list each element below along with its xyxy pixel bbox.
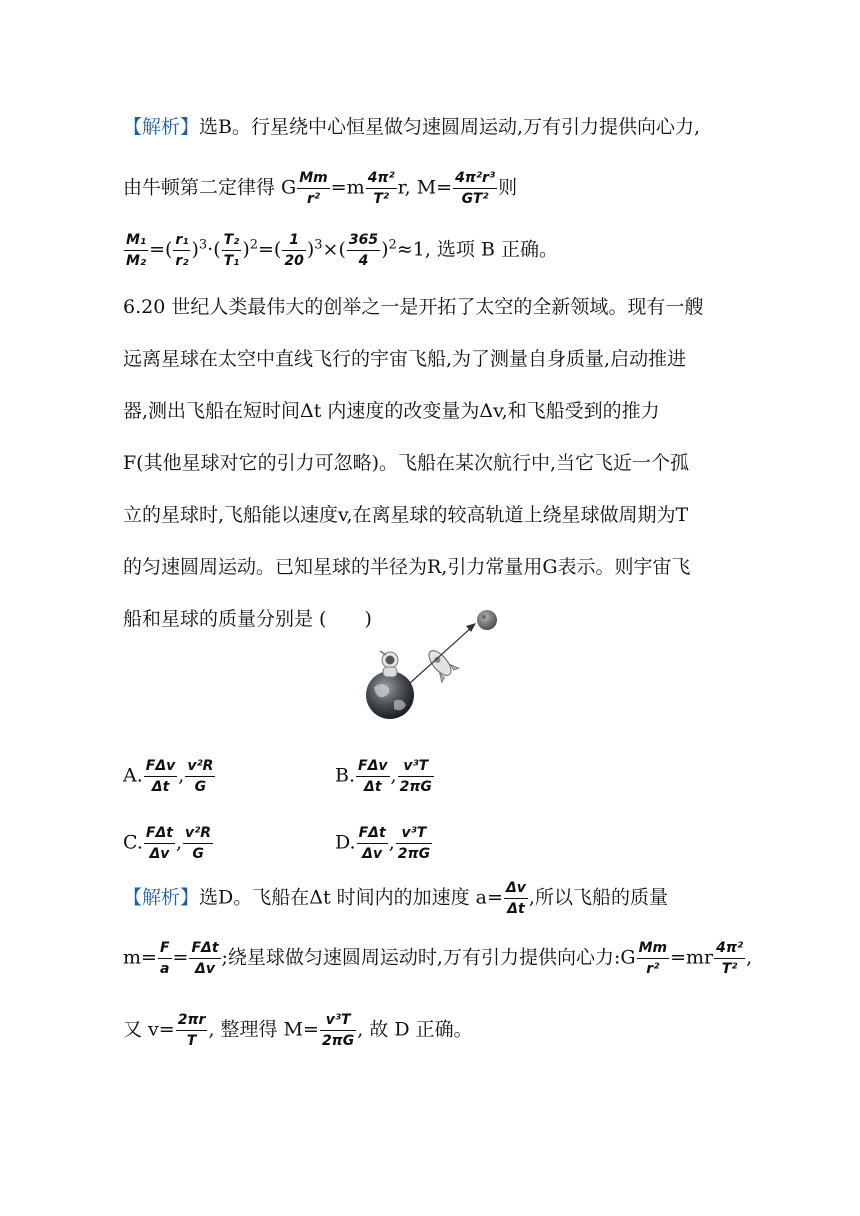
illustration	[360, 605, 505, 720]
fraction	[297, 170, 330, 207]
question-line: 立的星球时,飞船能以速度v,在离星球的较高轨道上绕星球做周期为T	[123, 504, 689, 526]
text: =(	[258, 238, 282, 261]
option-b[interactable]	[335, 758, 435, 795]
numerator: v²R	[183, 825, 213, 844]
fraction	[176, 1012, 208, 1049]
option-label: A.	[123, 764, 143, 787]
earth-icon	[366, 671, 414, 719]
text: ,	[746, 946, 753, 969]
text: 则	[498, 176, 518, 199]
denominator: Δv	[149, 846, 170, 863]
fraction	[124, 232, 148, 269]
numerator: v³T	[320, 1012, 356, 1031]
numerator: v²R	[185, 758, 215, 777]
fraction	[347, 232, 380, 269]
numerator: T₂	[222, 232, 242, 251]
solution-text: 选B。行星绕中心恒星做匀速圆周运动,万有引力提供向心力,	[199, 116, 701, 138]
question-line: 6.20 世纪人类最伟大的创举之一是开拓了太空的全新领域。现有一艘	[123, 296, 704, 318]
denominator: r²	[646, 961, 660, 978]
text: =mr	[670, 946, 714, 969]
fraction	[189, 940, 220, 977]
text: 选D。飞船在Δt 时间内的加速度 a=	[199, 886, 503, 909]
analysis-tag: 【解析】	[123, 886, 200, 909]
numerator: FΔv	[144, 758, 178, 777]
denominator: Δv	[195, 961, 215, 978]
fraction	[185, 758, 215, 795]
solution-line-5	[123, 940, 752, 977]
exponent: 2	[249, 237, 259, 253]
denominator: Δt	[151, 779, 170, 796]
denominator: 2πG	[397, 846, 431, 863]
astronaut-icon	[380, 651, 398, 677]
denominator: M₂	[126, 253, 147, 270]
option-a[interactable]	[123, 758, 216, 795]
fraction	[398, 758, 434, 795]
solution-line-4	[123, 880, 668, 917]
question-line: 的匀速圆周运动。已知星球的半径为R,引力常量用G表示。则宇宙飞	[123, 556, 691, 578]
denominator: 4	[358, 253, 369, 270]
text: r, M=	[397, 176, 453, 199]
text: , 故 D 正确。	[357, 1018, 473, 1041]
text: =	[172, 946, 189, 969]
denominator: 20	[284, 253, 304, 270]
fraction	[366, 170, 397, 207]
fraction	[504, 880, 528, 917]
numerator: F	[158, 940, 172, 959]
solution-line-6	[123, 1012, 473, 1049]
fraction	[282, 232, 305, 269]
text: , 整理得 M=	[208, 1018, 319, 1041]
denominator: T	[186, 1033, 197, 1050]
fraction	[637, 940, 670, 977]
numerator: 2πr	[176, 1012, 208, 1031]
numerator: FΔv	[356, 758, 390, 777]
numerator: 4π²	[366, 170, 397, 189]
moon-icon	[477, 610, 497, 630]
text: =m	[330, 176, 365, 199]
numerator: 4π²	[714, 940, 745, 959]
denominator: T²	[721, 961, 738, 978]
denominator: Δt	[507, 901, 525, 918]
exponent: 3	[314, 237, 323, 253]
denominator: r₂	[175, 253, 189, 270]
denominator: 2πG	[321, 1033, 355, 1050]
question-line: 器,测出飞船在短时间Δt 内速度的改变量为Δv,和飞船受到的推力	[123, 400, 660, 422]
fraction	[320, 1012, 356, 1049]
text: ≈1, 选项 B 正确。	[396, 238, 558, 261]
text: ·(	[207, 238, 221, 261]
fraction	[222, 232, 242, 269]
text: ;绕星球做匀速圆周运动时,万有引力提供向心力:G	[221, 946, 636, 969]
denominator: r²	[306, 191, 320, 208]
separator: ,	[176, 831, 183, 854]
denominator: Δv	[362, 846, 383, 863]
text: ,所以飞船的质量	[528, 886, 668, 909]
separator: ,	[178, 764, 185, 787]
numerator: r₁	[173, 232, 190, 251]
exponent: 2	[388, 237, 397, 253]
option-label: B.	[335, 764, 356, 787]
fraction	[357, 825, 388, 862]
solution-line-1	[123, 118, 700, 137]
numerator: Δv	[504, 880, 528, 899]
fraction	[453, 170, 497, 207]
fraction	[144, 758, 178, 795]
numerator: 365	[347, 232, 380, 251]
text: 又 v=	[123, 1018, 175, 1041]
analysis-tag: 【解析】	[123, 116, 200, 138]
denominator: G	[192, 846, 204, 863]
numerator: 1	[282, 232, 305, 251]
numerator: FΔt	[189, 940, 220, 959]
denominator: T²	[373, 191, 389, 208]
fraction	[144, 825, 175, 862]
question-line: 船和星球的质量分别是 ( )	[123, 608, 372, 630]
numerator: v³T	[398, 758, 434, 777]
fraction	[714, 940, 745, 977]
question-line: F(其他星球对它的引力可忽略)。飞船在某次航行中,当它飞近一个孤	[123, 452, 690, 474]
text: =(	[149, 238, 173, 261]
denominator: 2πG	[399, 779, 432, 796]
fraction	[396, 825, 432, 862]
solution-line-3: $\frac{\text{M₁}}{\text{M₂}}$ =( $\frac{\text{r₁}}{\text{r₂}}$ )$^3$·( $\frac{\text{T₂}}{\text{T₁}}$ )$^2$=( $\frac{1}{20}$ )$^3$×( $\frac{365}{4}$ )$^2$≈1, 选项 B 正确。	[126, 232, 558, 270]
option-label: C.	[123, 831, 143, 854]
text: 由牛顿第二定律得 G	[123, 176, 297, 199]
rocket-icon	[422, 644, 459, 682]
numerator: Mm	[297, 170, 330, 189]
exponent: 3	[198, 237, 208, 253]
fraction	[356, 758, 390, 795]
solution-line-2	[123, 170, 517, 207]
fraction	[173, 232, 190, 269]
numerator: v³T	[396, 825, 432, 844]
denominator: G	[194, 779, 207, 796]
numerator: FΔt	[144, 825, 175, 844]
option-label: D.	[335, 831, 356, 854]
numerator: M₁	[124, 232, 148, 251]
fraction	[158, 940, 172, 977]
denominator: a	[160, 961, 170, 978]
numerator: Mm	[637, 940, 670, 959]
numerator: FΔt	[357, 825, 388, 844]
text: ×(	[322, 238, 346, 261]
option-c[interactable]	[123, 825, 214, 862]
question-line: 远离星球在太空中直线飞行的宇宙飞船,为了测量自身质量,启动推进	[123, 348, 687, 370]
denominator: GT²	[461, 191, 489, 208]
separator: ,	[390, 764, 397, 787]
text: m=	[123, 946, 157, 969]
separator: ,	[388, 831, 395, 854]
option-d[interactable]	[335, 825, 433, 862]
numerator: 4π²r³	[453, 170, 497, 189]
fraction	[183, 825, 213, 862]
denominator: T₁	[223, 253, 240, 270]
denominator: Δt	[364, 779, 382, 796]
